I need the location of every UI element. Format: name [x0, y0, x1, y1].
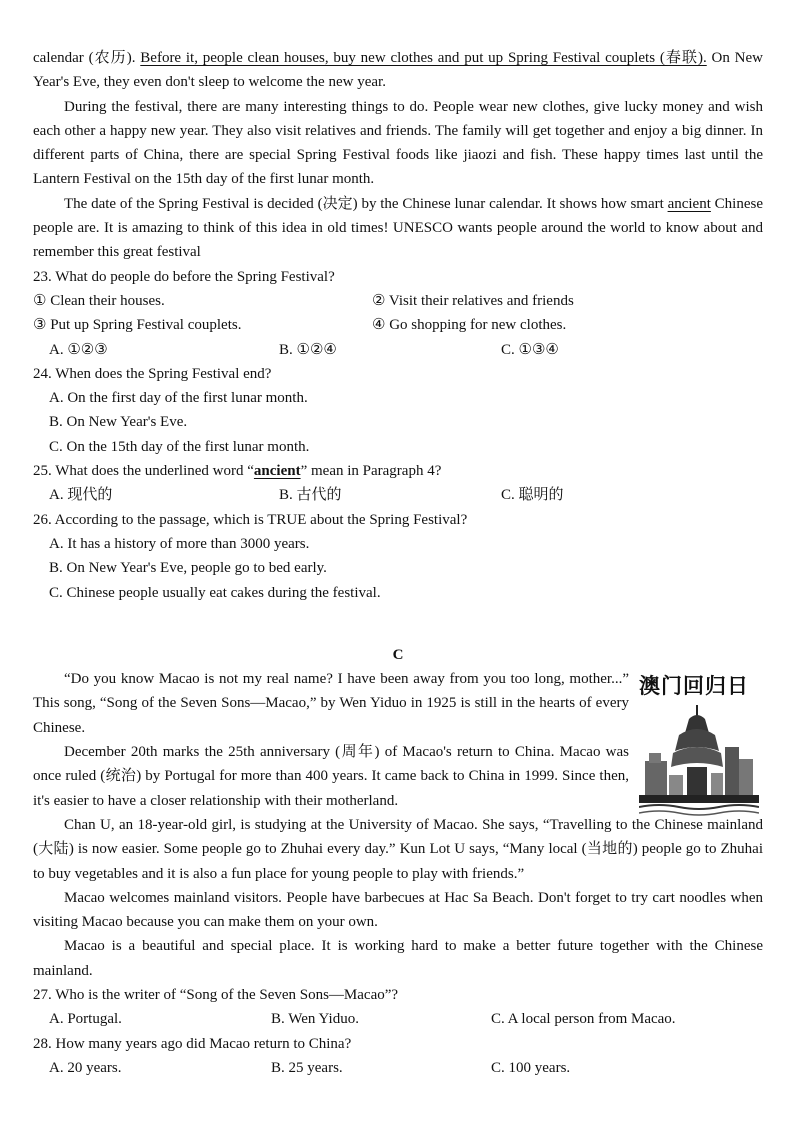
- macao-return-illustration: [639, 673, 794, 823]
- q25-options: [33, 483, 763, 507]
- passage-c-para4: Macao welcomes mainland visitors. People have barbecues at Hac Sa Beach. Don't forget to try cart noodles when visiting Macao because you can make them on your own.: [33, 889, 763, 931]
- q24-option-b[interactable]: B. On New Year's Eve.: [49, 414, 188, 431]
- underlined-sentence: Before it, people clean houses, buy new clothes and put up Spring Festival couplets (春联).: [140, 50, 707, 66]
- q23-item-3: ③ Put up Spring Festival couplets.: [33, 317, 242, 334]
- question-27: 27. Who is the writer of “Song of the Seven Sons—Macao”?: [33, 986, 399, 1003]
- q23-item-2: ② Visit their relatives and friends: [372, 292, 574, 309]
- q28-options: [33, 1056, 763, 1080]
- question-23: 23. What do people do before the Spring Festival?: [33, 268, 335, 285]
- q23-option-c[interactable]: C. ①③④: [501, 341, 559, 358]
- q25-text: 25. What does the underlined word “: [33, 463, 254, 480]
- exam-page: [33, 46, 763, 1080]
- passage-c-narrow-column: [33, 667, 629, 813]
- q27-options: [33, 1007, 763, 1031]
- q23-options: [33, 338, 763, 362]
- question-24: 24. When does the Spring Festival end?: [33, 365, 272, 382]
- question-26: 26. According to the passage, which is TRUE about the Spring Festival?: [33, 511, 468, 528]
- q25-underlined-word: ancient: [253, 463, 301, 480]
- q25-option-b[interactable]: B. 古代的: [279, 487, 342, 504]
- q28-option-a[interactable]: A. 20 years.: [49, 1059, 122, 1076]
- q26-option-a[interactable]: A. It has a history of more than 3000 years.: [49, 535, 310, 552]
- q26-option-c[interactable]: C. Chinese people usually eat cakes during the festival.: [49, 584, 381, 601]
- q25-text: ” mean in Paragraph 4?: [300, 463, 442, 480]
- q26-option-b[interactable]: B. On New Year's Eve, people go to bed early.: [49, 560, 327, 577]
- passage-b-text: The date of the Spring Festival is decided (决定) by the Chinese lunar calendar. It shows how smart: [64, 195, 668, 212]
- macao-landmark-icon: [639, 703, 759, 817]
- passage-c-para2: December 20th marks the 25th anniversary (周年) of Macao's return to China. Macao was once ruled (统治) by Portugal for more than 400 years. It came back to China in 1999. Since then, it's easier to have a closer relationship with their motherland.: [33, 744, 629, 809]
- passage-b-text: On New Year's Eve, they even don't sleep to welcome the new year.: [33, 50, 764, 91]
- q28-option-b[interactable]: B. 25 years.: [271, 1059, 343, 1076]
- q24-option-c[interactable]: C. On the 15th day of the first lunar month.: [49, 438, 310, 455]
- passage-c-para3: Chan U, an 18-year-old girl, is studying at the University of Macao. She says, “Travelling to the Chinese mainland (大陆) is now easier. Some people go to Zhuhai every day.” Kun Lot U says, “Many local (当地的) people go to Zhuhai to buy vegetables and it is also a fun place for young people to play with friends.”: [33, 816, 763, 882]
- illustration-title: 澳门回归日: [639, 673, 749, 699]
- q23-items-row2: [33, 313, 763, 337]
- q27-option-a[interactable]: A. Portugal.: [49, 1011, 122, 1028]
- passage-b-text: calendar (农历).: [33, 50, 141, 66]
- underlined-word: ancient: [667, 195, 711, 212]
- q25-option-a[interactable]: A. 现代的: [49, 487, 113, 504]
- question-28: 28. How many years ago did Macao return to China?: [33, 1035, 352, 1052]
- passage-b-para2: During the festival, there are many interesting things to do. People wear new clothes, give lucky money and wish each other a happy new year. They also visit relatives and friends. The family will get together and enjoy a big dinner. In different parts of China, there are special Spring Festival foods like jiaozi and fish. These happy times last until the Lantern Festival on the 15th day of the first lunar month.: [33, 98, 763, 188]
- passage-b-text: Chinese people are. It is amazing to think of this idea in old times! UNESCO wants people around the world to know about and remember this great festival: [33, 195, 764, 261]
- q23-option-b[interactable]: B. ①②④: [279, 341, 337, 358]
- question-25: [33, 459, 763, 483]
- q27-option-c[interactable]: C. A local person from Macao.: [491, 1011, 676, 1028]
- q25-option-c[interactable]: C. 聪明的: [501, 487, 564, 504]
- q23-item-4: ④ Go shopping for new clothes.: [372, 317, 567, 334]
- passage-c-top: [33, 667, 763, 813]
- q24-option-a[interactable]: A. On the first day of the first lunar month.: [49, 390, 308, 407]
- passage-b-para1: [33, 46, 763, 95]
- passage-c-para5: Macao is a beautiful and special place. It is working hard to make a better future together with the Chinese mainland.: [33, 938, 763, 979]
- q23-option-a[interactable]: A. ①②③: [49, 341, 108, 358]
- section-heading: C: [392, 646, 404, 663]
- q23-items-row1: [33, 289, 763, 313]
- q28-option-c[interactable]: C. 100 years.: [491, 1059, 571, 1076]
- q27-option-b[interactable]: B. Wen Yiduo.: [271, 1011, 359, 1028]
- q23-item-1: ① Clean their houses.: [33, 292, 165, 309]
- passage-b-para3: [33, 192, 763, 265]
- passage-c-para1: “Do you know Macao is not my real name? I have been away from you too long, mother...” This song, “Song of the Seven Sons—Macao,” by Wen Yiduo in 1925 is still in the hearts of every Chinese.: [33, 671, 629, 736]
